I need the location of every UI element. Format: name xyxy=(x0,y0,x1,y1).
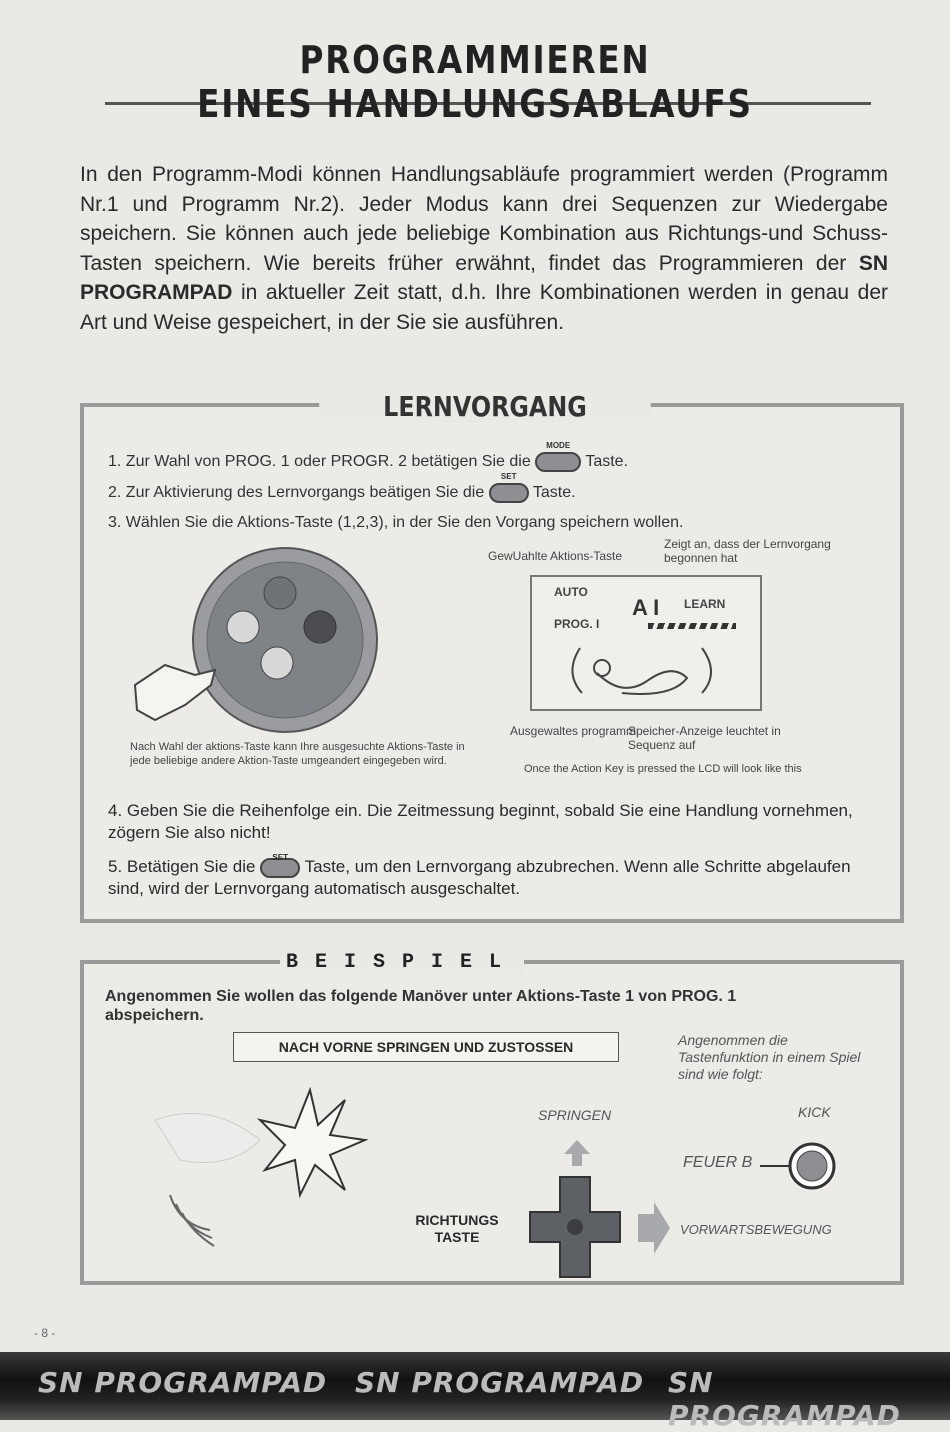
note-program: Ausgewaltes programm xyxy=(510,724,637,738)
intro-text-1: In den Programm-Modi können Handlungsabläufe programmiert werden (Programm Nr.1 und Programm Nr.2). Jeder Modus kann drei Sequenzen zur Wiedergabe speichern. Sie können auch jede beliebige Kombination aus Richtungs-und Schuss-Tasten speichern. Wie bereits früher erwähnt, findet das Programmieren der xyxy=(80,163,888,275)
note-change-key: Nach Wahl der aktions-Taste kann Ihre ausgesuchte Aktions-Taste in jede beliebige andere Aktion-Taste umgeandert eingegeben wird. xyxy=(130,741,465,767)
learn-step-2: 2. Zur Aktivierung des Lernvorgangs beätigen Sie die SET Taste. xyxy=(108,472,576,502)
learn-title: LERNVORGANG xyxy=(319,390,651,423)
intro-paragraph xyxy=(80,160,888,337)
intro-brand: SN PROGRAMPAD xyxy=(80,251,888,304)
footer-banner xyxy=(0,1352,950,1432)
learn-step-5: 5. Betätigen Sie die SET Taste, um den Lernvorgang abzubrechen. Wenn alle Schritte abgelaufen sind, wird der Lernvorgang automatisch ausgeschaltet. xyxy=(108,852,851,898)
lcd-memory-bar xyxy=(648,623,736,629)
lcd-prog: PROG. I xyxy=(554,617,600,631)
up-arrow-icon xyxy=(562,1138,592,1168)
page-number: - 8 - xyxy=(34,1326,56,1340)
example-intro: Angenommen Sie wollen das folgende Manöver unter Aktions-Taste 1 von PROG. 1 abspeichern. xyxy=(105,988,737,1024)
forward-label: VORWARTSBEWEGUNG xyxy=(680,1222,832,1237)
example-title: BEISPIEL xyxy=(280,951,524,974)
set-button-icon-2: SET xyxy=(260,858,300,878)
mode-button-icon: MODE xyxy=(535,452,581,472)
note-action-key: GewUahlte Aktions-Taste xyxy=(488,549,623,563)
assume-note: Angenommen die Tastenfunktion in einem Spiel sind wie folgt: xyxy=(678,1032,861,1082)
page-title-line2: EINES HANDLUNGSABLAUFS xyxy=(197,82,753,126)
lcd-display xyxy=(530,575,762,711)
lcd-learn: LEARN xyxy=(684,597,726,611)
kick-label: KICK xyxy=(798,1104,831,1120)
dir-key-label: RICHTUNGS TASTE xyxy=(415,1212,499,1245)
lcd-a1: A I xyxy=(632,595,660,620)
footer-brand-3: SN PROGRAMPAD xyxy=(668,1366,901,1432)
note-memory: Speicher-Anzeige leuchtet in Sequenz auf xyxy=(628,724,781,752)
lcd-auto: AUTO xyxy=(554,585,588,599)
right-arrow-icon xyxy=(636,1200,672,1256)
learn-step-3: 3. Wählen Sie die Aktions-Taste (1,2,3), in der Sie den Vorgang speichern wollen. xyxy=(108,514,684,531)
fire-button-icon xyxy=(760,1138,850,1198)
jump-kick-illustration xyxy=(150,1080,380,1270)
page-title-line1: PROGRAMMIEREN xyxy=(299,38,651,82)
fire-label: FEUER B xyxy=(683,1154,753,1171)
learn-step-4: 4. Geben Sie die Reihenfolge ein. Die Zeitmessung beginnt, sobald Sie eine Handlung vornehmen, zögern Sie also nicht! xyxy=(108,801,853,842)
learn-step-1: 1. Zur Wahl von PROG. 1 oder PROGR. 2 betätigen Sie die MODE Taste. xyxy=(108,441,629,471)
dpad-icon xyxy=(525,1172,625,1282)
intro-text-2: in aktueller Zeit statt, d.h. Ihre Kombinationen werden in genau der Art und Weise gespeichert, in der Sie sie ausführen. xyxy=(80,281,888,334)
note-lcd-en: Once the Action Key is pressed the LCD will look like this xyxy=(524,763,802,775)
action-pad-illustration xyxy=(125,545,385,745)
footer-brand-1: SN PROGRAMPAD xyxy=(38,1366,328,1399)
maneuver-label: NACH VORNE SPRINGEN UND ZUSTOSSEN xyxy=(233,1032,619,1062)
set-button-icon: SET xyxy=(489,483,529,503)
footer-brand-2: SN PROGRAMPAD xyxy=(355,1366,645,1399)
lcd-shape-icon xyxy=(562,643,722,703)
jump-label: SPRINGEN xyxy=(538,1107,612,1123)
note-learn-start: Zeigt an, dass der Lernvorgang begonnen hat xyxy=(664,537,831,565)
